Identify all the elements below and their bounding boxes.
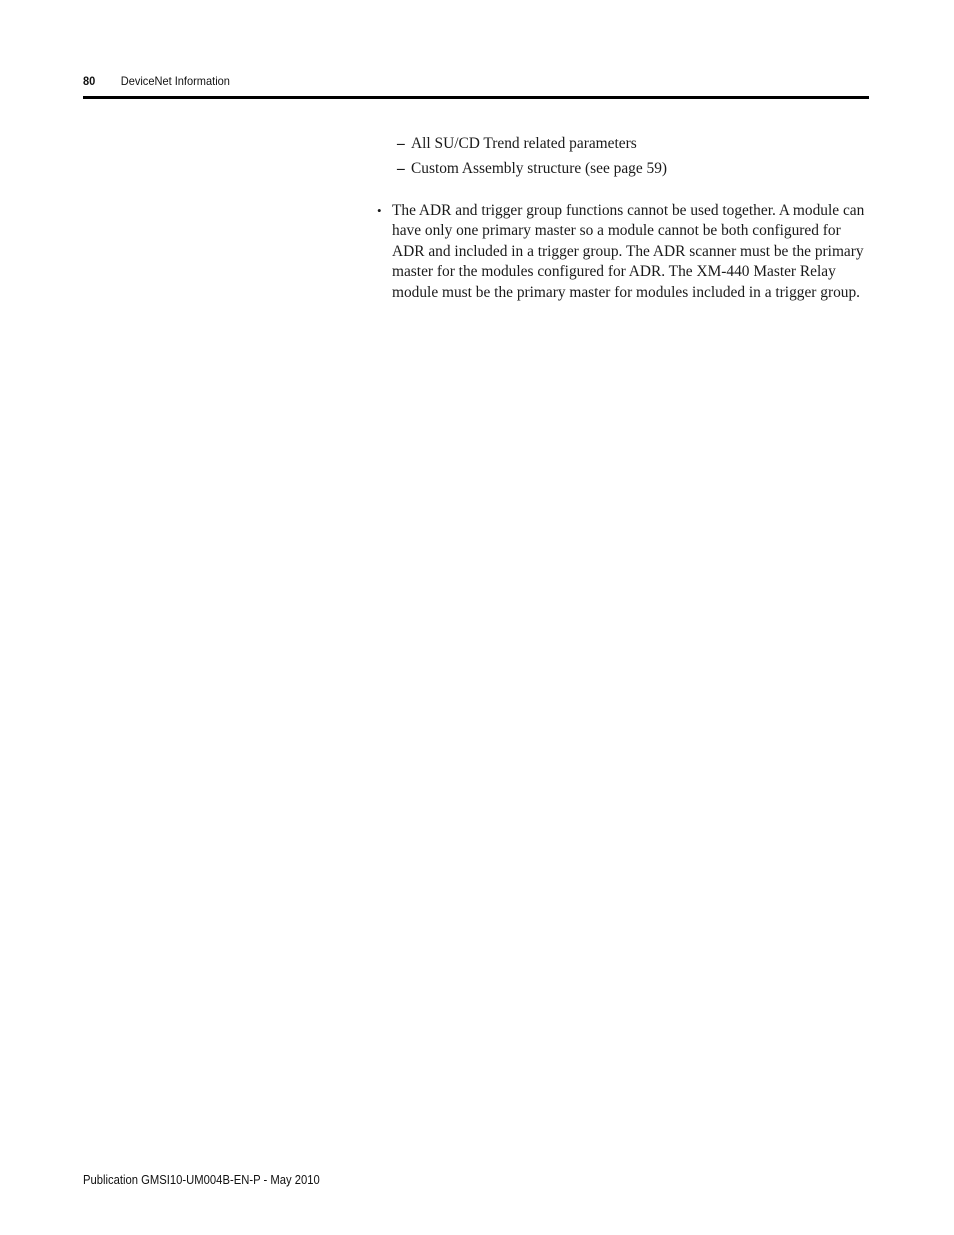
page-header [83, 72, 806, 90]
header-rule [83, 96, 869, 99]
section-title: DeviceNet Information [120, 74, 230, 88]
bullet-list-item [377, 201, 869, 303]
publication-footer: Publication GMSI10-UM004B-EN-P - May 2010 [83, 1173, 320, 1187]
dash-marker: – [397, 135, 405, 152]
page-number: 80 [83, 74, 96, 88]
dash-marker: – [397, 160, 405, 177]
bullet-marker: • [377, 203, 382, 218]
sub-list-item [397, 159, 667, 179]
sub-list-item-text: Custom Assembly structure (see page 59) [411, 160, 668, 177]
bullet-text: The ADR and trigger group functions cannot be used together. A module can have only one primary master so a module cannot be both configured for ADR and included in a trigger group. The ADR scanner must be the primary master for the modules configured for ADR. The XM-440 Master Relay module must be the primary master for modules included in a trigger group. [392, 202, 865, 301]
sub-list-item-text: All SU/CD Trend related parameters [411, 135, 637, 152]
sub-list-item [397, 134, 637, 154]
